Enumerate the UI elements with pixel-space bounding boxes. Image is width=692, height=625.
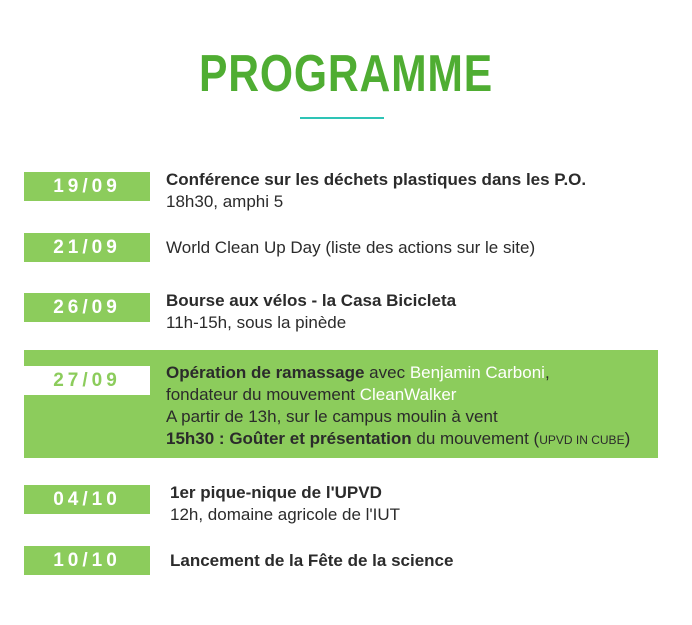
event-detail: 12h, domaine agricole de l'IUT [170,505,401,524]
event-entry [170,550,453,572]
movement-name: CleanWalker [359,385,457,404]
event-title: Lancement de la Fête de la science [170,551,454,570]
event-entry [170,482,400,526]
event-title: Conférence sur les déchets plastiques dans les P.O. [166,170,587,189]
event-date: 21/09 [24,233,150,262]
event-line3: A partir de 13h, sur le campus moulin à vent [166,407,498,426]
event-entry [166,290,456,334]
event-title-suffix: avec [369,363,406,382]
event-title: Opération de ramassage [166,363,365,382]
event-line2-prefix: fondateur du mouvement [166,385,356,404]
event-detail: 18h30, amphi 5 [166,192,284,211]
event-title: 1er pique-nique de l'UPVD [170,483,382,502]
title-divider [300,117,384,119]
event-date: 19/09 [24,172,150,201]
guest-name: Benjamin Carboni [409,363,545,382]
event-place: UPVD IN CUBE [539,433,625,447]
event-activity-rest: du mouvement ( [416,429,540,448]
page-title: PROGRAMME [198,45,494,103]
event-date: 10/10 [24,546,150,575]
event-entry [166,169,586,213]
event-date: 26/09 [24,293,150,322]
event-time: 15h30 : [166,429,225,448]
event-entry-highlighted [166,362,630,451]
guest-comma: , [544,363,550,382]
event-detail: 11h-15h, sous la pinède [166,313,347,332]
event-place-close: ) [624,429,631,448]
event-entry [166,237,535,259]
event-date: 04/10 [24,485,150,514]
event-title: Bourse aux vélos - la Casa Bicicleta [166,291,457,310]
event-date-highlighted: 27/09 [24,366,150,395]
event-title: World Clean Up Day (liste des actions sur le site) [166,238,536,257]
event-activity: Goûter et présentation [229,429,412,448]
